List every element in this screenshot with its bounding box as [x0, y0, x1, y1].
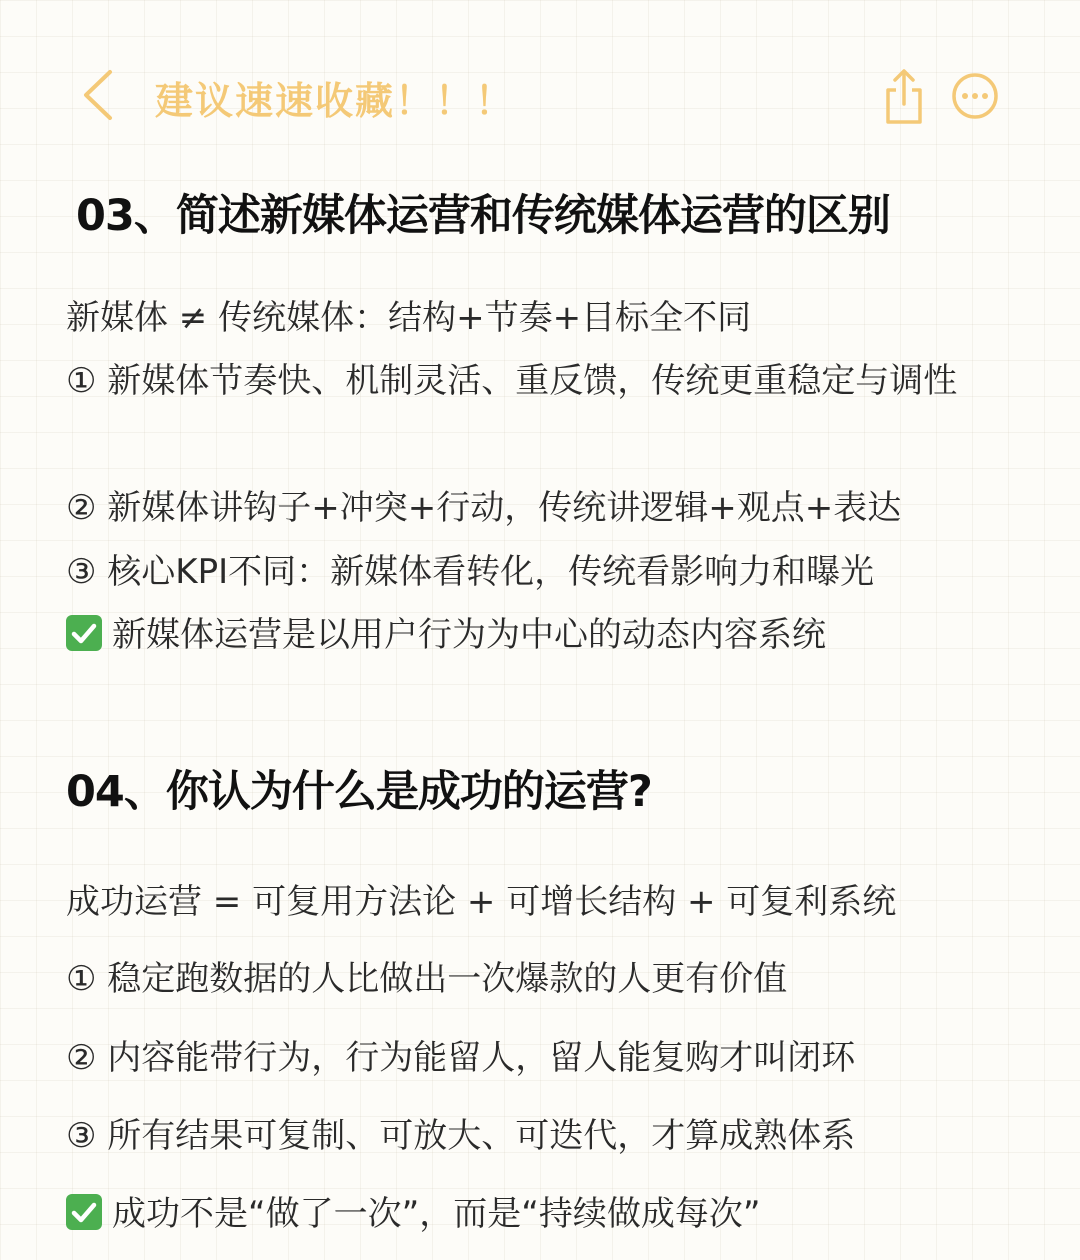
section-03-summary: 新媒体 ≠ 传统媒体：结构+节奏+目标全不同	[66, 298, 752, 338]
nav-bar	[0, 50, 1080, 140]
section-03-point-2: ② 新媒体讲钩子+冲突+行动，传统讲逻辑+观点+表达	[66, 488, 902, 528]
section-04-conclusion: 成功不是“做了一次”，而是“持续做成每次”	[112, 1194, 761, 1234]
section-04-point-2: ② 内容能带行为，行为能留人，留人能复购才叫闭环	[66, 1038, 856, 1078]
share-button[interactable]	[878, 66, 930, 128]
chevron-left-icon	[72, 62, 128, 128]
section-04-heading: 04、你认为什么是成功的运营?	[66, 767, 652, 817]
section-04-conclusion-row	[66, 1192, 760, 1236]
section-04-point-1: ① 稳定跑数据的人比做出一次爆款的人更有价值	[66, 959, 788, 999]
check-mark-icon	[66, 1194, 102, 1230]
section-03-point-3: ③ 核心KPI不同：新媒体看转化，传统看影响力和曝光	[66, 552, 875, 592]
section-03-point-1: ① 新媒体节奏快、机制灵活、重反馈，传统更重稳定与调性	[66, 361, 958, 401]
section-03-conclusion-row	[66, 613, 826, 657]
section-04-summary: 成功运营 = 可复用方法论 + 可增长结构 + 可复利系统	[66, 882, 897, 922]
section-03-conclusion: 新媒体运营是以用户行为为中心的动态内容系统	[112, 615, 826, 655]
check-mark-icon	[66, 615, 102, 651]
section-03-heading: 03、简述新媒体运营和传统媒体运营的区别	[76, 191, 890, 241]
share-icon	[878, 66, 930, 128]
more-button[interactable]	[950, 71, 1000, 121]
more-icon	[950, 71, 1000, 121]
nav-title: 建议速速收藏！！！	[155, 79, 516, 123]
back-button[interactable]	[72, 62, 128, 128]
section-04-point-3: ③ 所有结果可复制、可放大、可迭代，才算成熟体系	[66, 1116, 856, 1156]
